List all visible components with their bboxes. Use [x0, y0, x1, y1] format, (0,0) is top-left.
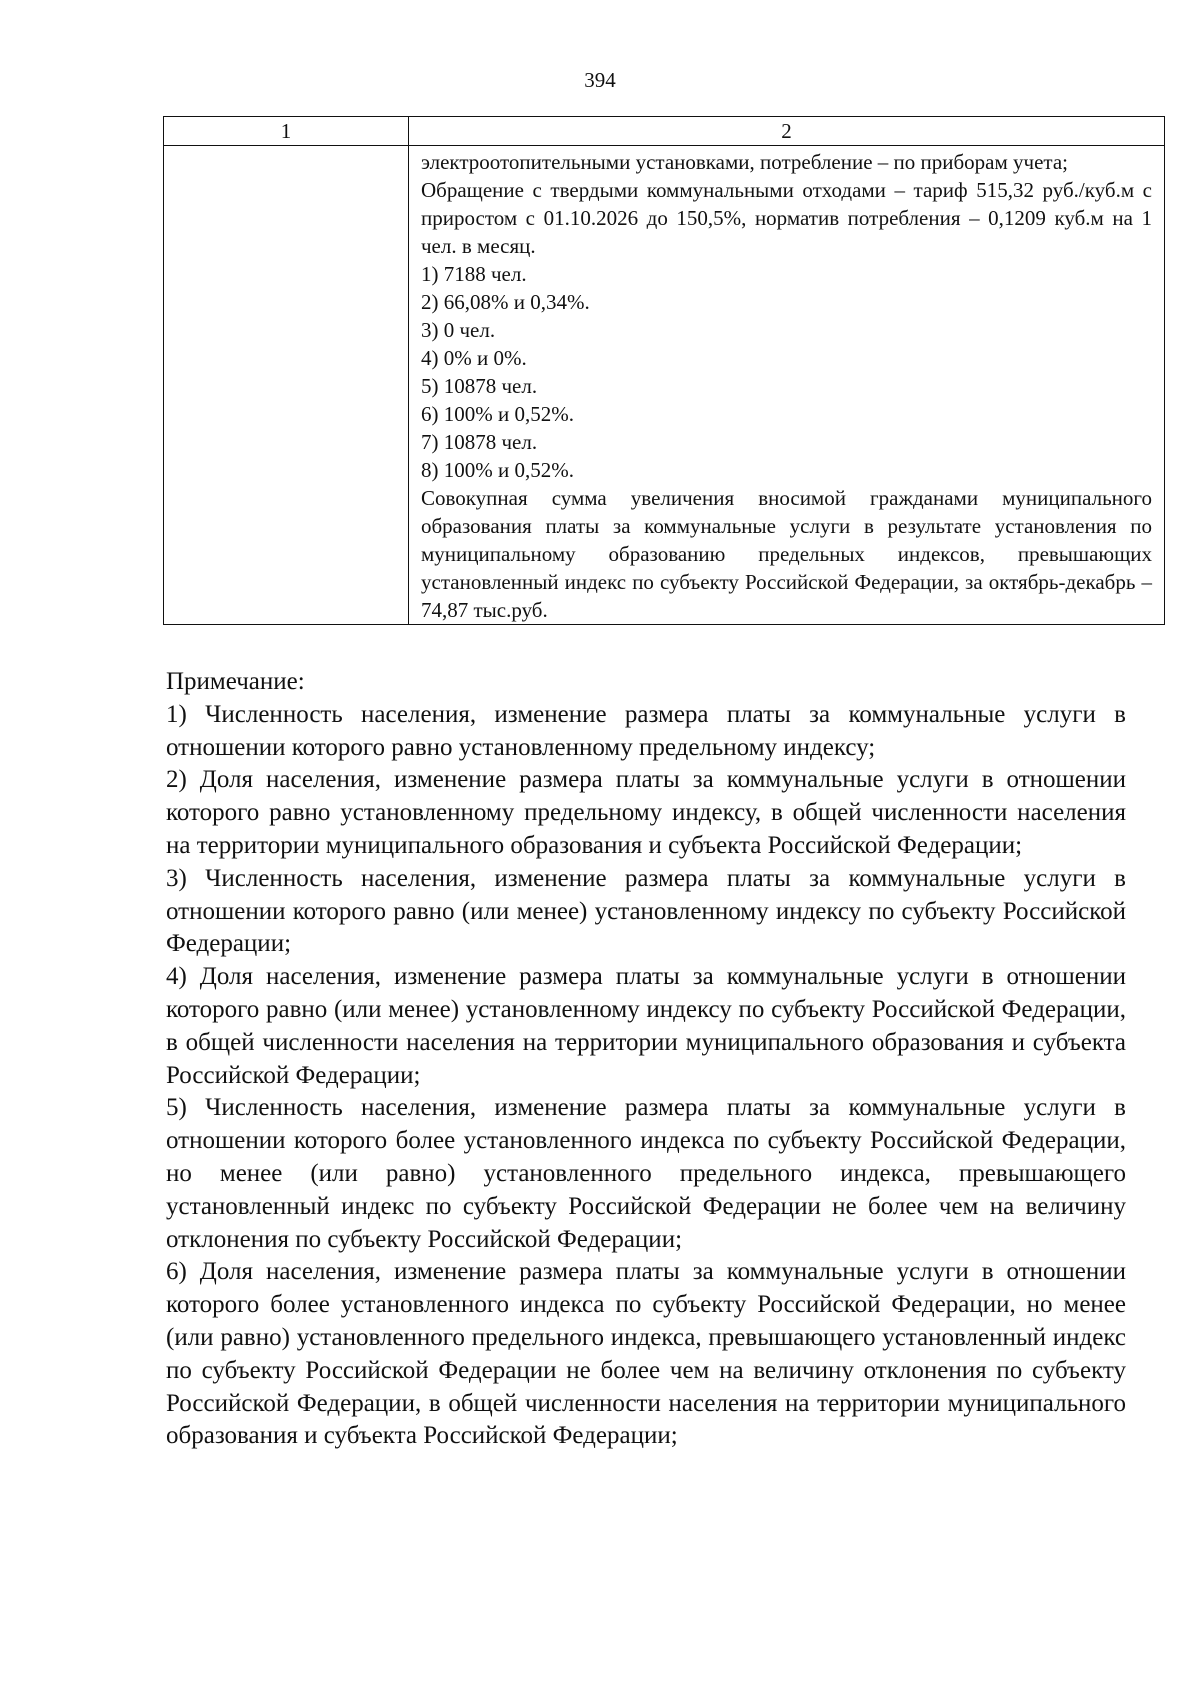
cell-paragraph-heating: электроотопительными установками, потребление – по приборам учета;: [421, 150, 1068, 174]
cell-list-item-3: 3) 0 чел.: [421, 318, 496, 342]
column-header-1: 1: [164, 117, 409, 146]
cell-list-item-4: 4) 0% и 0%.: [421, 346, 527, 370]
note-item-1: 1) Численность населения, изменение размера платы за коммунальные услуги в отношении которого равно установленному предельному индексу;: [166, 700, 1126, 761]
table-row: [164, 146, 1165, 625]
table-header-row: [164, 117, 1165, 146]
cell-list-item-5: 5) 10878 чел.: [421, 374, 538, 398]
table-cell-col1: [164, 146, 409, 625]
cell-paragraph-waste: Обращение с твердыми коммунальными отходами – тариф 515,32 руб./куб.м с приростом с 01.10.2026 до 150,5%, норматив потребления – 0,1209 куб.м на 1 чел. в месяц.: [421, 178, 1152, 258]
note-item-4: 4) Доля населения, изменение размера платы за коммунальные услуги в отношении которого равно (или менее) установленному индексу по субъекту Российской Федерации, в общей численности населения на территории муниципального образования и субъекта Российской Федерации;: [166, 963, 1126, 1089]
note-item-6: 6) Доля населения, изменение размера платы за коммунальные услуги в отношении которого более установленного индекса по субъекту Российской Федерации, но менее (или равно) установленного предельного индекса, превышающего установленный индекс по субъекту Российской Федерации не более чем на величину отклонения по субъекту Российской Федерации, в общей численности населения на территории муниципального образования и субъекта Российской Федерации;: [166, 1258, 1126, 1450]
cell-list-item-2: 2) 66,08% и 0,34%.: [421, 290, 590, 314]
table-cell-col2: [409, 146, 1165, 625]
cell-list-item-1: 1) 7188 чел.: [421, 262, 527, 286]
cell-paragraph-total: Совокупная сумма увеличения вносимой гражданами муниципального образования платы за коммунальные услуги в результате установления по муниципальному образованию предельных индексов, превышающих установленный индекс по субъекту Российской Федерации, за октябрь-декабрь – 74,87 тыс.руб.: [421, 486, 1152, 622]
cell-list-item-6: 6) 100% и 0,52%.: [421, 402, 574, 426]
notes-section: [166, 666, 1126, 1453]
note-item-3: 3) Численность населения, изменение размера платы за коммунальные услуги в отношении которого равно (или менее) установленному индексу по субъекту Российской Федерации;: [166, 864, 1126, 958]
page-number: 394: [584, 68, 616, 92]
note-item-5: 5) Численность населения, изменение размера платы за коммунальные услуги в отношении которого более установленного индекса по субъекту Российской Федерации, но менее (или равно) установленного предельного индекса, превышающего установленный индекс по субъекту Российской Федерации не более чем на величину отклонения по субъекту Российской Федерации;: [166, 1094, 1126, 1253]
notes-title: Примечание:: [166, 668, 305, 695]
cell-list-item-7: 7) 10878 чел.: [421, 430, 538, 454]
note-item-2: 2) Доля населения, изменение размера платы за коммунальные услуги в отношении которого равно установленному предельному индексу, в общей численности населения на территории муниципального образования и субъекта Российской Федерации;: [166, 766, 1126, 859]
column-header-2: 2: [409, 117, 1165, 146]
data-table: [163, 116, 1165, 625]
cell-list-item-8: 8) 100% и 0,52%.: [421, 458, 574, 482]
